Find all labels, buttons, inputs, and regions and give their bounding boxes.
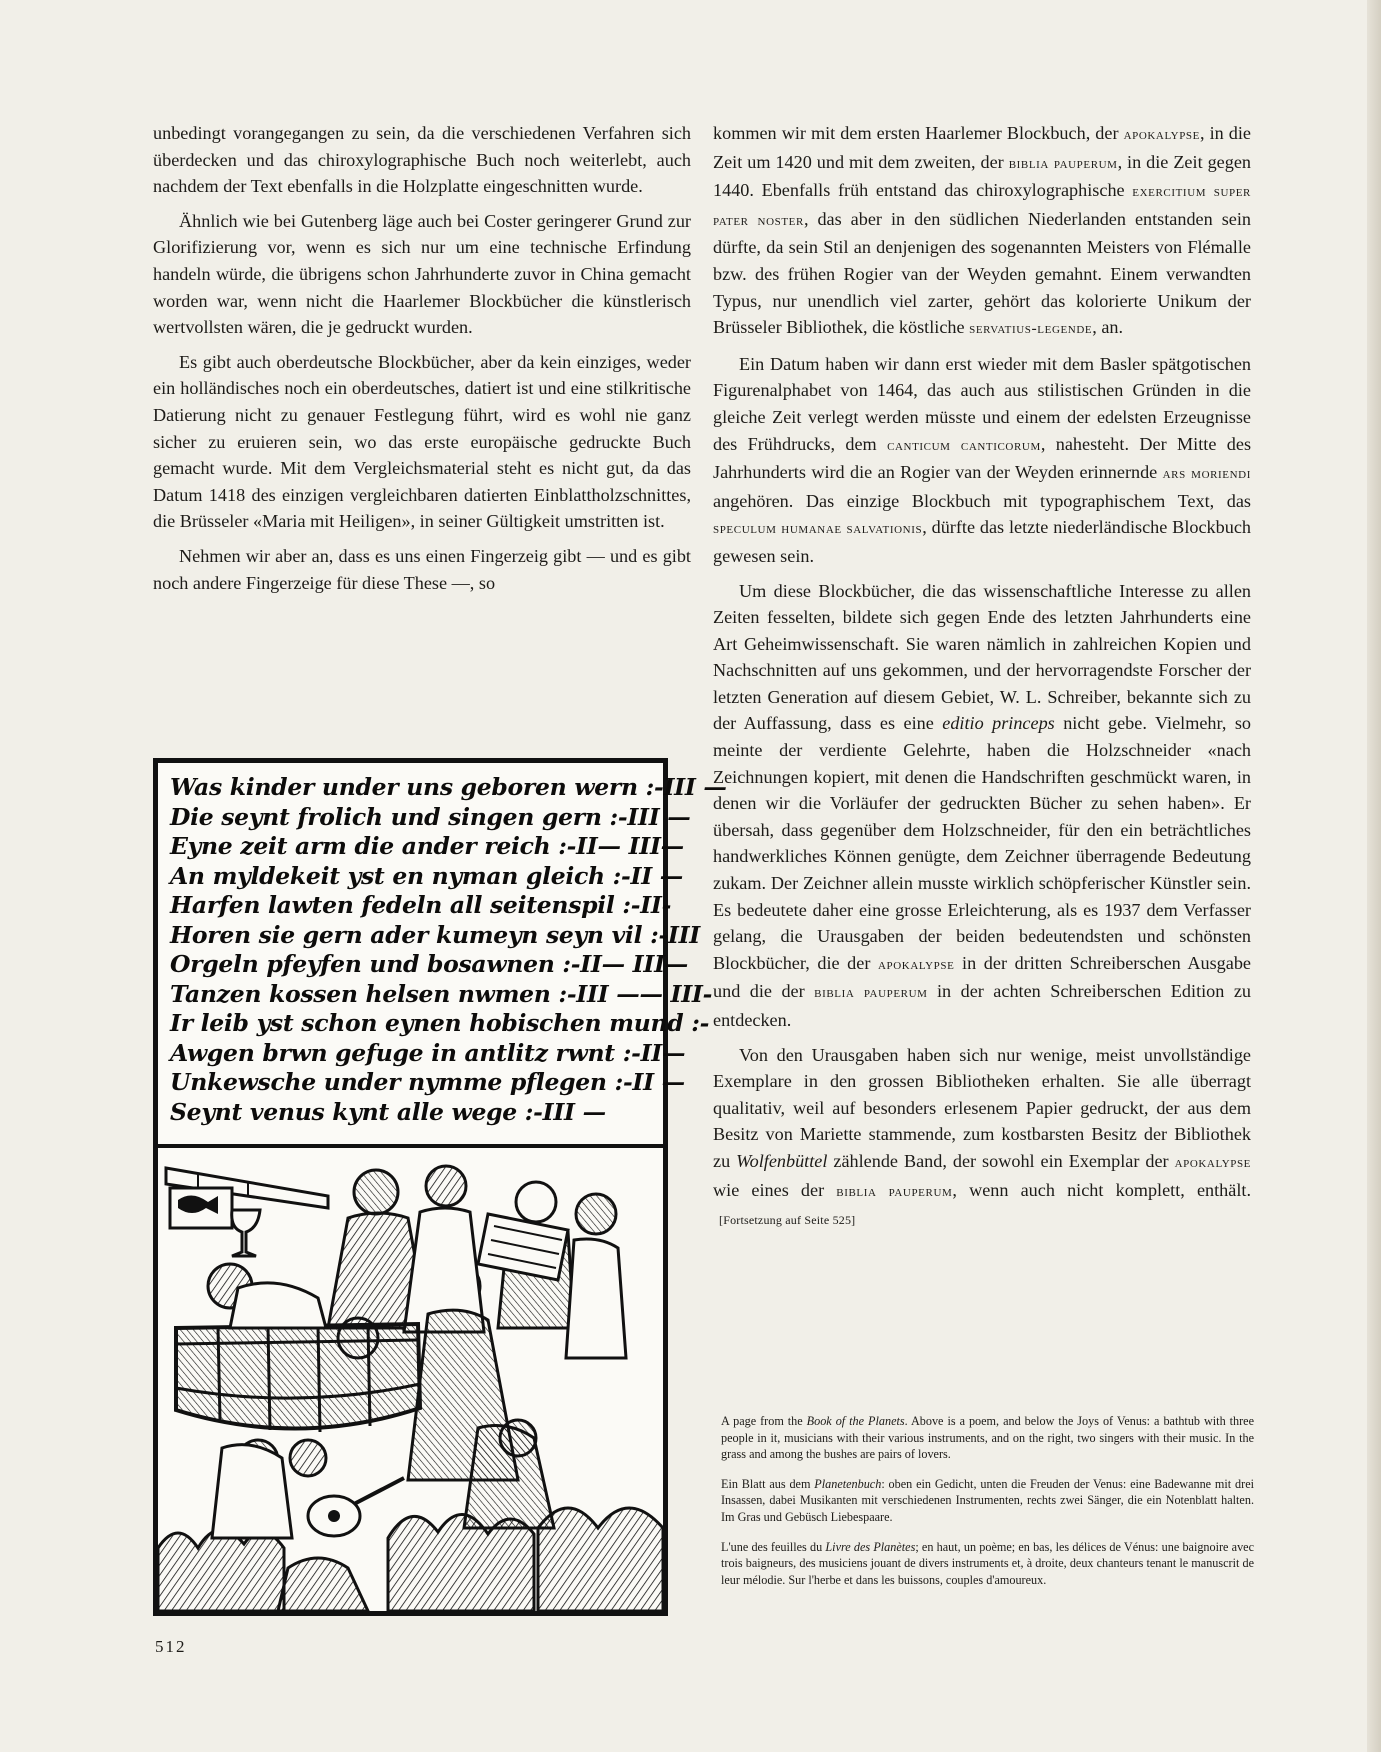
caption-english: [721, 1413, 1254, 1463]
text-run: wie eines der: [713, 1179, 837, 1200]
paragraph: [713, 351, 1251, 570]
text-run: angehören. Das einzige Blockbuch mit typographischem Text, das: [713, 490, 1251, 511]
caption-french: [721, 1539, 1254, 1589]
book-title: biblia pauperum: [836, 1182, 953, 1200]
text-run: kommen wir mit dem ersten Haarlemer Blockbuch, der: [713, 123, 1124, 143]
paragraph: [713, 1042, 1251, 1234]
caption-title: Book of the Planets: [806, 1414, 905, 1428]
text-run: , das aber in den südlichen Niederlanden entstanden sein dürfte, da sein Stil an denjenigen des sogenannten Meisters von Flémalle bzw. des frühen Rogier van der Weyden gemahnt. Einem verwandten Typus, nur unendlich viel zarter, gehört das kolorierte Unikum der Brüsseler Bibliothek, die köstliche: [713, 208, 1252, 338]
right-text-column: [713, 120, 1251, 1234]
poem-line: Horen sie gern ader kumeyn seyn vil :-III: [170, 920, 700, 949]
poem-line: Awgen brwn gefuge in antlitz rwnt :-II—: [170, 1038, 686, 1067]
paragraph: Es gibt auch oberdeutsche Blockbücher, aber da kein einziges, weder ein holländisches noch ein oberdeutsches, datiert ist und eine stilkritische Datierung nicht zu genauer Festlegung führt, wird es wohl nie ganz sicher zu eruieren sein, wo das erste europäische gedruckte Buch gemacht wurde. Mit dem Vergleichsmaterial steht es nicht gut, da das Datum 1418 des einzigen vergleichbaren datierten Einblattholzschnittes, die Brüsseler «Maria mit Heiligen», in seiner Gültigkeit umstritten ist.: [153, 351, 691, 532]
caption-run: Ein Blatt aus dem: [721, 1476, 815, 1491]
page-number: 512: [155, 1637, 187, 1656]
text-run: Ein Datum haben wir dann erst wieder mit dem Basler spätgotischen Figurenalphabet von 1464, das auch aus stilistischen Gründen in die gleiche Zeit verlegt werden müsste und einem der edelsten Erzeugnisse des Frühdrucks, dem: [713, 353, 1251, 454]
book-title: apokalypse: [1174, 1153, 1251, 1171]
poem-line: Orgeln pfeyfen und bosawnen :-II— III—: [170, 950, 688, 978]
text-run: , in die Zeit gegen 1440. Ebenfalls früh entstand das chiroxylographische: [713, 151, 1251, 201]
paragraph: [713, 578, 1251, 1034]
caption-run: : oben ein Gedicht, unten die Freuden der Venus: eine Badewanne mit drei Insassen, dabei Musikanten mit verschiedenen Instrumenten, rechts zwei Sänger, die ein Notenblatt halten. Im Gras und Gebüsch Liebespaare.: [721, 1476, 1254, 1524]
paragraph: unbedingt vorangegangen zu sein, da die verschiedenen Verfahren sich überdecken und das chiroxylographische Buch noch weiterlebt, auch nachdem der Text ebenfalls in die Holzplatte eingeschnitten wurde.: [153, 123, 691, 197]
woodcut-illustration: [153, 758, 727, 1616]
poem-line: An myldekeit yst en nyman gleich :-II —: [170, 861, 683, 890]
caption-german: [721, 1476, 1254, 1526]
paragraph: [713, 120, 1251, 343]
poem-line: Eyne zeit arm die ander reich :-II— III—: [170, 832, 684, 860]
text-run: , dürfte das letzte niederländische Blockbuch gewesen sein.: [713, 517, 1251, 566]
text-run: , an.: [1092, 317, 1124, 338]
book-title: ars moriendi: [1162, 465, 1251, 483]
paragraph: Nehmen wir aber an, dass es uns einen Fingerzeig gibt — und es gibt noch andere Fingerzeige für diese These —, so: [153, 545, 691, 593]
woodcut-poem: [158, 763, 727, 1148]
caption-title: Livre des Planètes: [825, 1539, 916, 1554]
page-edge: [1367, 0, 1381, 1752]
text-run: , wenn auch nicht komplett, enthält.: [952, 1179, 1251, 1200]
latin-term: editio princeps: [942, 713, 1055, 734]
text-run: zählende Band, der sowohl ein Exemplar der: [827, 1150, 1175, 1171]
caption-run: ; en haut, un poème; en bas, les délices de Vénus: une baignoire avec trois baigneurs, des musiciens jouant de divers instruments et, à droite, deux chanteurs tenant le manuscrit de leur mélodie. Sur l'herbe et dans les buissons, couples d'amoureux.: [721, 1539, 1255, 1587]
text-run: in der dritten Schreiberschen Ausgabe und die der: [713, 952, 1252, 1002]
poem-line: Harfen lawten fedeln all seitenspil :-II-: [170, 891, 672, 919]
poem-line: Was kinder under uns geboren wern :-III —: [170, 773, 727, 801]
caption-run: L'une des feuilles du: [721, 1539, 826, 1554]
poem-line: Ir leib yst schon eynen hobischen mund :-: [170, 1009, 710, 1037]
book-title: apokalypse: [1123, 126, 1200, 143]
text-run: in der achten Schreiberschen Edition zu entdecken.: [713, 981, 1251, 1030]
left-text-column: [153, 120, 691, 596]
text-run: nicht gebe. Vielmehr, so meinte der verdiente Gelehrte, haben die Holzschneider «nach Zeichnungen kopiert, mit denen die Handschriften geschmückt waren, in denen wir die Vorläufer der gedruckten Bücher zu sehen haben». Er übersah, dass gegenüber dem Holzschneider, für den ein beträchtliches handwerkliches Können genügte, dem Zeichner überragende Bedeutung zukam. Der Zeichner allein musste wirklich schöpferischer Künstler sein. Es bedeutete daher eine grosse Erleichterung, als es 1937 dem Verfasser gelang, die Urausgaben der beiden bedeutendsten und schönsten Blockbücher, die der: [713, 713, 1251, 973]
continuation-note: [Fortsetzung auf Seite 525]: [719, 1213, 856, 1228]
venus-scene-drawing: [158, 1148, 663, 1611]
paragraph: Ähnlich wie bei Gutenberg läge auch bei Coster geringerer Grund zur Glorifizierung vor, wenn es sich nur um eine technische Erfindung handeln würde, die übrigens schon Jahrhunderte zuvor in China gemacht worden war, wenn nicht die Haarlemer Blockbücher die künstlerisch wertvollsten wären, die je gedruckt wurden.: [153, 210, 691, 338]
place-name: Wolfenbüttel: [736, 1150, 828, 1171]
caption-run: A page from the: [721, 1414, 807, 1428]
poem-line: Unkewsche under nymme pflegen :-II —: [170, 1068, 685, 1096]
text-run: , in die Zeit um 1420 und mit dem zweiten, der: [713, 123, 1251, 172]
book-title: apokalypse: [878, 955, 955, 973]
book-title: exercitium super pater noster: [713, 183, 1251, 229]
book-title: servatius-legende: [969, 320, 1093, 338]
banner: [170, 1188, 232, 1228]
text-run: Um diese Blockbücher, die das wissenschaftliche Interesse zu allen Zeiten fesselten, bildete sich gegen Ende des letzten Jahrhunderts eine Art Geheimwissenschaft. Sie waren nämlich in zahlreichen Kopien und Nachschnitten auf uns gekommen, und der hervorragendste Forscher der letzten Generation auf diesem Gebiet, W. L. Schreiber, bekannte sich zu der Auffassung, dass es eine: [713, 580, 1251, 734]
poem-line: Tanzen kossen helsen nwmen :-III —— III-: [170, 979, 713, 1008]
poem-line: Die seynt frolich und singen gern :-III —: [170, 802, 691, 831]
caption-title: Planetenbuch: [814, 1476, 882, 1491]
book-title: speculum humanae salvationis: [713, 520, 923, 538]
book-title: canticum canticorum: [887, 436, 1041, 454]
caption-run: . Above is a poem, and below the Joys of Venus: a bathtub with three people in it, musicians with their various instruments, and on the right, two singers with their music. In the grass and among the bushes are pairs of lovers.: [721, 1414, 1255, 1462]
figure-captions: [721, 1413, 1254, 1601]
venus-scene: [158, 1148, 663, 1611]
book-title: biblia pauperum: [814, 984, 928, 1002]
poem-line: Seynt venus kynt alle wege :-III —: [170, 1097, 606, 1126]
text-run: , nahesteht. Der Mitte des Jahrhunderts wird die an Rogier van der Weyden erinnernde: [713, 433, 1252, 483]
text-run: Von den Urausgaben haben sich nur wenige, meist unvollständige Exemplare in den grossen Bibliotheken erhalten. Sie alle überragt qualitativ, weil auf besonders erlesenem Papier gedruckt, der aus dem Besitz von Mariette stammende, zum kostbarsten Besitz der Bibliothek zu: [713, 1044, 1251, 1171]
book-title: biblia pauperum: [1008, 154, 1118, 172]
